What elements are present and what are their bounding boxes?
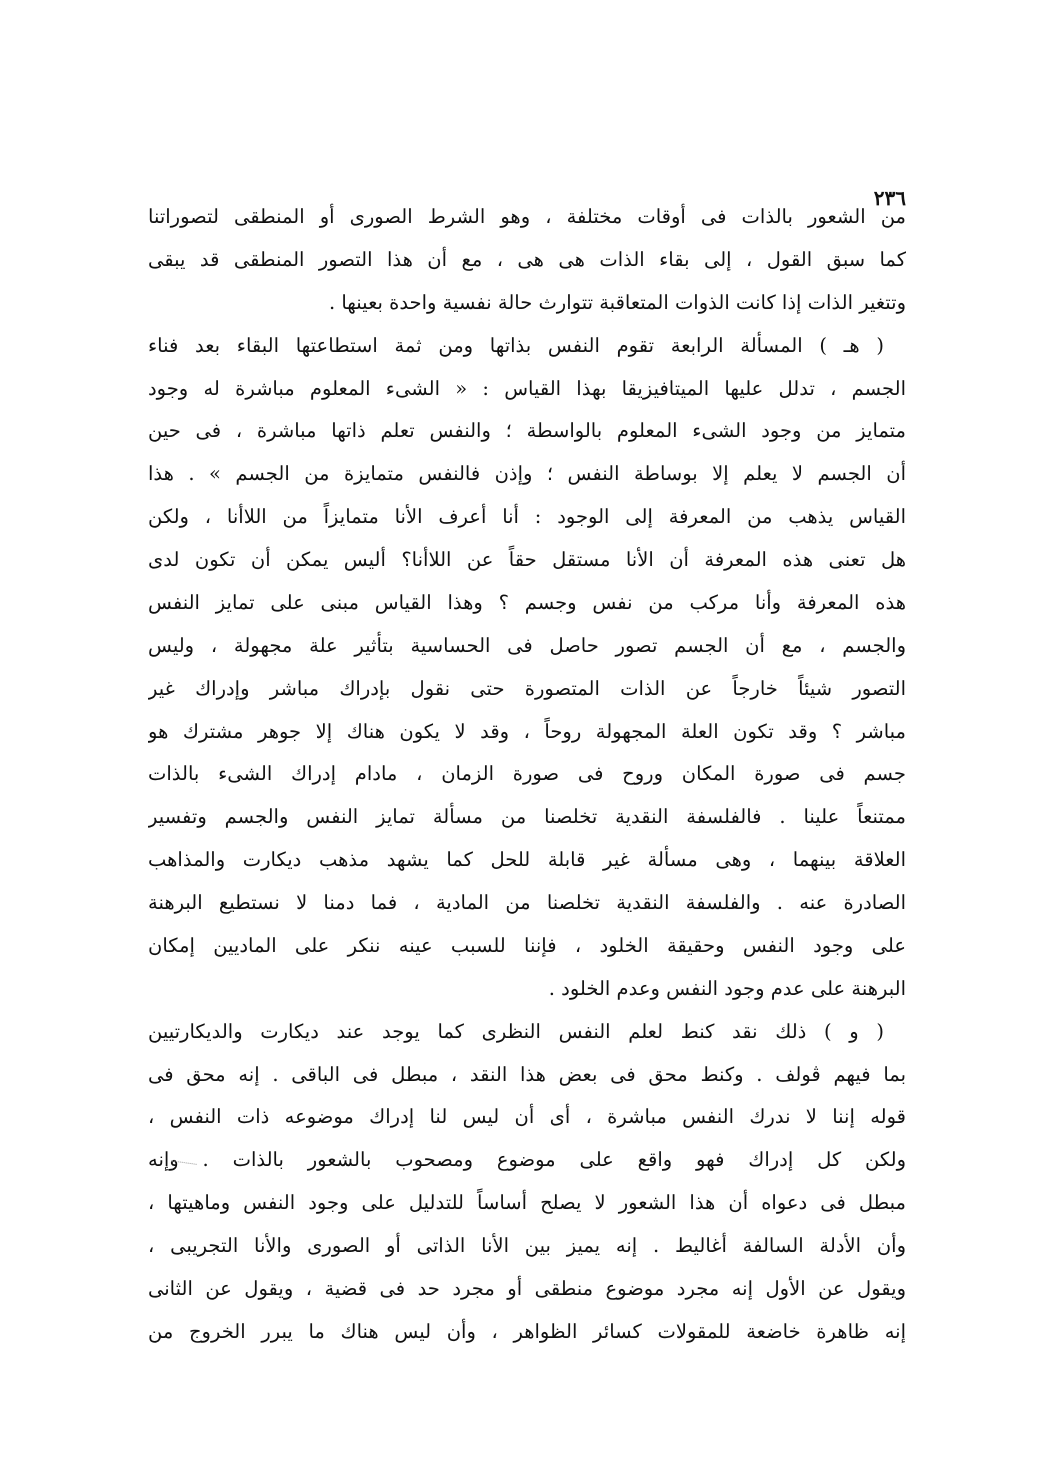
- text-line: الجسم ، تدلل عليها الميتافيزيقا بهذا القياس : « الشىء المعلوم مباشرة له وجود: [148, 376, 906, 400]
- text-line: أن الجسم لا يعلم إلا بوساطة النفس ؛ وإذن فالنفس متمايزة من الجسم » . هذا: [148, 462, 906, 486]
- text-line: مبطل فى دعواه أن هذا الشعور لا يصلح أساساً للتدليل على وجود النفس وماهيتها ،: [148, 1191, 906, 1215]
- text-line: وتتغير الذات إذا كانت الذوات المتعاقبة تتوارث حالة نفسية واحدة بعينها .: [328, 290, 906, 314]
- text-line: إنه ظاهرة خاضعة للمقولات كسائر الظواهر ، وأن ليس هناك ما يبرر الخروج من: [148, 1319, 906, 1343]
- text-line: ( و ) ذلك نقد كنط لعلم النفس النظرى كما يوجد عند ديكارت والديكارتيين: [148, 1019, 884, 1043]
- text-line: كما سبق القول ، إلى بقاء الذات هى هى ، مع أن هذا التصور المنطقى قد يبقى: [148, 247, 906, 271]
- text-line: مباشر ؟ وقد تكون العلة المجهولة روحاً ، وقد لا يكون هناك إلا جوهر مشترك هو: [148, 719, 906, 743]
- text-line: ولكن كل إدراك فهو واقع على موضوع ومصحوب بالشعور بالذات . وإنه: [148, 1148, 906, 1172]
- text-line: هذه المعرفة وأنا مركب من نفس وجسم ؟ وهذا القياس مبنى على تمايز النفس: [148, 590, 906, 614]
- text-line: العلاقة بينهما ، وهى مسألة غير قابلة للحل كما يشهد مذهب ديكارت والمذاهب: [148, 848, 906, 872]
- page-body-text: [148, 196, 906, 1354]
- text-line: القياس يذهب من المعرفة إلى الوجود : أنا أعرف الأنا متمايزاً من اللاأنا ، ولكن: [148, 505, 906, 529]
- text-line: وأن الأدلة السالفة أغاليط . إنه يميز بين الأنا الذاتى أو الصورى والأنا التجريبى ،: [148, 1234, 906, 1257]
- text-line: والجسم ، مع أن الجسم تصور حاصل فى الحساسية بتأثير علة مجهولة ، وليس: [148, 633, 906, 657]
- text-line: متمايز من وجود الشىء المعلوم بالواسطة ؛ والنفس تعلم ذاتها مباشرة ، فى حين: [148, 419, 906, 443]
- text-line: ( هـ ) المسألة الرابعة تقوم النفس بذاتها ومن ثمة استطاعتها البقاء بعد فناء: [148, 333, 884, 357]
- text-line: على وجود النفس وحقيقة الخلود ، فإننا للسبب عينه ننكر على الماديين إمكان: [148, 933, 906, 957]
- text-line: بما فيهم ڤولف . وكنط محق فى بعض هذا النقد ، مبطل فى الباقى . إنه محق فى: [148, 1062, 906, 1086]
- text-line: ممتنعاً علينا . فالفلسفة النقدية تخلصنا من مسألة تمايز النفس والجسم وتفسير: [148, 805, 906, 829]
- text-line: التصور شيئاً خارجاً عن الذات المتصورة حتى نقول بإدراك مباشر وإدراك غير: [148, 676, 906, 700]
- text-line: الصادرة عنه . والفلسفة النقدية تخلصنا من المادية ، فما دمنا لا نستطيع البرهنة: [148, 891, 906, 914]
- text-line: من الشعور بالذات فى أوقات مختلفة ، وهو الشرط الصورى أو المنطقى لتصوراتنا: [148, 205, 906, 228]
- text-line: هل تعنى هذه المعرفة أن الأنا مستقل حقاً عن اللاأنا؟ أليس يمكن أن تكون لدى: [148, 548, 906, 571]
- text-line: ويقول عن الأول إنه مجرد موضوع منطقى أو مجرد حد فى قضية ، ويقول عن الثانى: [148, 1276, 906, 1300]
- text-line: قوله إننا لا ندرك النفس مباشرة ، أى أن ليس لنا إدراك موضوعه ذات النفس ،: [148, 1105, 906, 1129]
- text-line: جسم فى صورة المكان وروح فى صورة الزمان ، مادام إدراك الشىء بالذات: [148, 762, 906, 786]
- page-number: ٢٣٦: [873, 186, 906, 210]
- text-line: البرهنة على عدم وجود النفس وعدم الخلود .: [548, 976, 906, 1000]
